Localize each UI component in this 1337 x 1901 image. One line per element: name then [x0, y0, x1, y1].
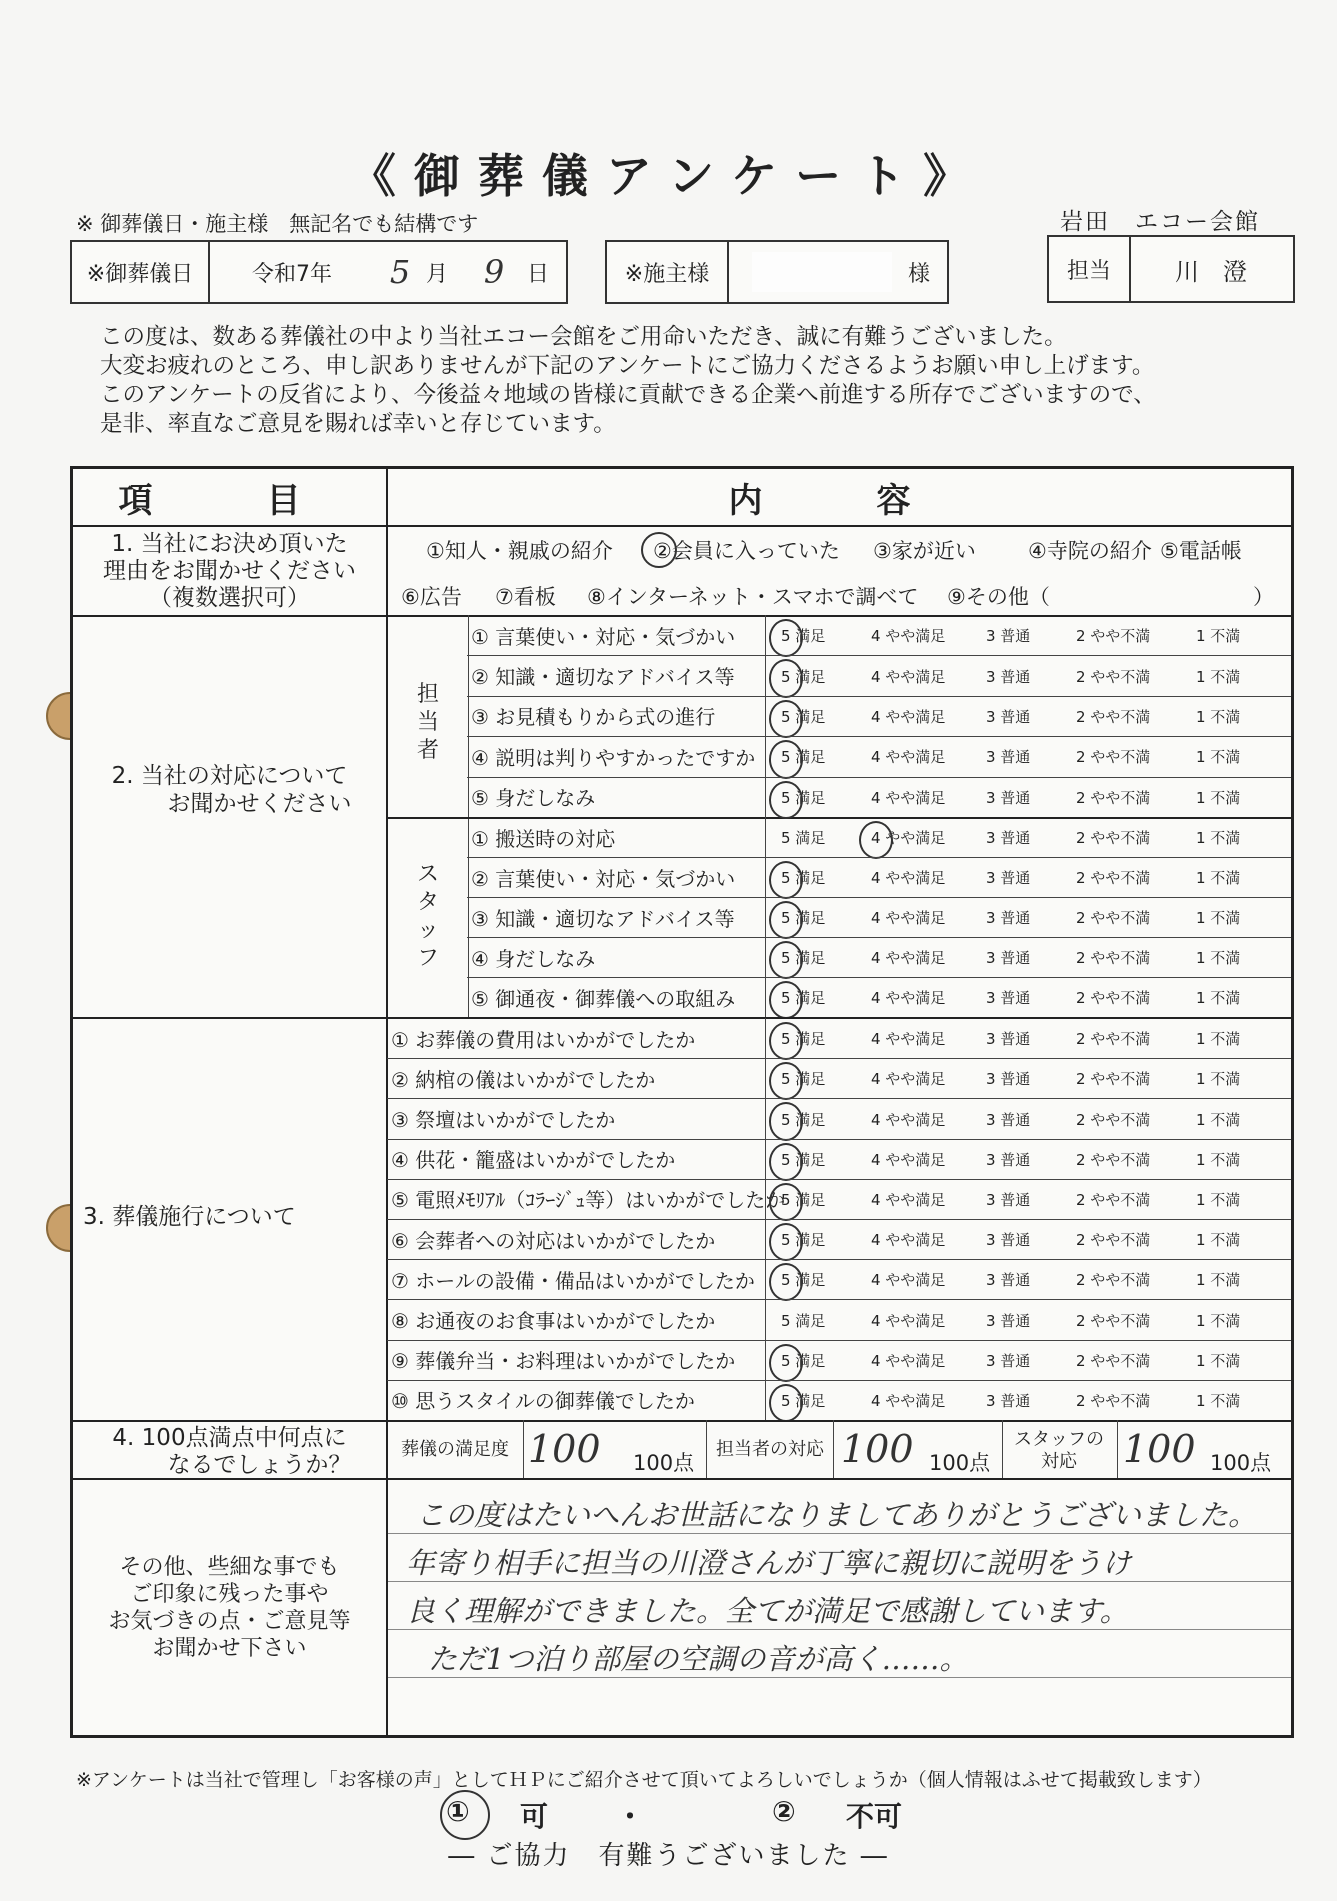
rating-selected-mark — [769, 1223, 803, 1261]
rating-selected-mark — [769, 781, 803, 819]
rating-option[interactable]: 3 普通 — [986, 1231, 1031, 1250]
rating-option[interactable]: 1 不満 — [1196, 869, 1241, 887]
rating-option[interactable]: 3 普通 — [986, 1311, 1031, 1330]
rating-option[interactable]: 3 普通 — [986, 909, 1031, 927]
rating-option[interactable]: 1 不満 — [1196, 1391, 1241, 1410]
rating-option[interactable]: 3 普通 — [986, 788, 1031, 807]
rating-option[interactable]: 1 不満 — [1196, 748, 1241, 767]
rating-question: ② 納棺の儀はいかがでしたか — [391, 1067, 656, 1092]
rating-row — [391, 1139, 1291, 1179]
rating-option[interactable]: 5 満足 — [781, 708, 826, 726]
rating-option[interactable]: 5 満足 — [781, 949, 826, 967]
q1-option[interactable]: ⑧インターネット・スマホで調べて — [587, 585, 919, 609]
q1-option[interactable]: ⑤電話帳 — [1160, 539, 1242, 563]
rating-option[interactable]: 4 やや満足 — [871, 869, 946, 887]
funeral-date-month[interactable]: 5 — [389, 253, 411, 291]
rating-option[interactable]: 4 やや満足 — [871, 1271, 946, 1290]
q1-option[interactable]: ⑦看板 — [495, 585, 556, 609]
comment-line-text: 年寄り相手に担当の川澄さんが丁寧に親切に説明をうけ — [406, 1546, 1132, 1580]
consent-opt2[interactable]: 不可 — [846, 1800, 903, 1833]
score-staff-den: 100点 — [1210, 1451, 1272, 1475]
q1-option[interactable]: ③家が近い — [873, 539, 976, 563]
rating-option[interactable]: 5 満足 — [781, 1150, 826, 1169]
rating-option[interactable]: 2 やや不満 — [1076, 748, 1151, 767]
host-suffix: 様 — [907, 261, 930, 287]
rating-option[interactable]: 4 やや満足 — [871, 829, 946, 847]
rating-option[interactable]: 5 満足 — [781, 1271, 826, 1290]
rating-option[interactable]: 2 やや不満 — [1076, 869, 1151, 887]
rating-option[interactable]: 3 普通 — [986, 1030, 1031, 1049]
rating-row — [391, 1259, 1291, 1299]
rating-selected-mark — [769, 1384, 803, 1422]
rating-question: ④ 供花・籠盛はいかがでしたか — [391, 1148, 676, 1173]
rating-option[interactable]: 4 やや満足 — [871, 748, 946, 767]
score-tantou-value[interactable]: 100 — [841, 1427, 914, 1471]
rating-option[interactable]: 3 普通 — [986, 869, 1031, 887]
rating-option[interactable]: 4 やや満足 — [871, 909, 946, 927]
score-staff-label: スタッフの 対応 — [1014, 1429, 1104, 1472]
rating-question: ⑧ お通夜のお食事はいかがでしたか — [391, 1308, 716, 1333]
rating-option[interactable]: 2 やや不満 — [1076, 989, 1151, 1007]
rating-question: ⑦ ホールの設備・備品はいかがでしたか — [391, 1268, 755, 1293]
rating-option[interactable]: 1 不満 — [1196, 909, 1241, 927]
rating-option[interactable]: 1 不満 — [1196, 949, 1241, 967]
q1-label: 1. 当社にお決め頂いた 理由をお聞かせください （複数選択可） — [103, 531, 356, 611]
rating-option[interactable]: 3 普通 — [986, 1150, 1031, 1169]
q2-group-tantou: 担当者 — [416, 682, 439, 763]
rating-selected-mark — [769, 700, 803, 738]
q1-option[interactable]: ①知人・親戚の紹介 — [426, 539, 613, 563]
rating-selected-mark — [769, 1102, 803, 1140]
header-items: 項 目 — [118, 480, 341, 521]
rating-option[interactable]: 1 不満 — [1196, 1110, 1241, 1129]
q1-option-close: ） — [1253, 585, 1274, 609]
intro-line: 大変お疲れのところ、申し訳ありませんが下記のアンケートにご協力くださるようお願い申し上げます。 — [100, 353, 1155, 379]
rating-option[interactable]: 2 やや不満 — [1076, 1030, 1151, 1049]
rating-option[interactable]: 4 やや満足 — [871, 1231, 946, 1250]
rating-option[interactable]: 2 やや不満 — [1076, 627, 1151, 646]
rating-option[interactable]: 5 満足 — [781, 788, 826, 807]
q1-option[interactable]: ⑥広告 — [401, 585, 462, 609]
rating-option[interactable]: 2 やや不満 — [1076, 829, 1151, 847]
rating-option[interactable]: 1 不満 — [1196, 1070, 1241, 1089]
rating-option[interactable]: 4 やや満足 — [871, 1110, 946, 1129]
page-title: 《御葬儀アンケート》 — [349, 149, 988, 203]
rating-option[interactable]: 4 やや満足 — [871, 1351, 946, 1370]
rating-question: ④ 身だしなみ — [471, 946, 596, 971]
rating-option[interactable]: 5 満足 — [781, 627, 826, 646]
rating-option[interactable]: 4 やや満足 — [871, 949, 946, 967]
host-label: ※施主様 — [607, 242, 729, 302]
rating-option[interactable]: 4 やや満足 — [871, 1070, 946, 1089]
rating-option[interactable]: 2 やや不満 — [1076, 1271, 1151, 1290]
rating-option[interactable]: 5 満足 — [781, 869, 826, 887]
rating-option[interactable]: 5 満足 — [781, 1311, 826, 1330]
rating-option[interactable]: 2 やや不満 — [1076, 667, 1151, 686]
comment-line-text: 良く理解ができました。全てが満足で感謝しています。 — [406, 1594, 1129, 1628]
q1-option[interactable]: ⑨その他（ — [947, 585, 1050, 609]
rating-option[interactable]: 2 やや不満 — [1076, 1070, 1151, 1089]
score-tantou-den: 100点 — [929, 1451, 991, 1475]
rating-selected-mark — [769, 1183, 803, 1221]
rating-question: ⑥ 会葬者への対応はいかがでしたか — [391, 1228, 716, 1253]
q4-label: 4. 100点満点中何点に なるでしょうか？ — [112, 1425, 352, 1478]
host-box — [605, 240, 949, 304]
rating-option[interactable]: 3 普通 — [986, 1110, 1031, 1129]
score-tantou-label: 担当者の対応 — [716, 1439, 824, 1460]
rating-question: ① 搬送時の対応 — [471, 826, 616, 851]
rating-option[interactable]: 5 満足 — [781, 667, 826, 686]
rating-option[interactable]: 4 やや満足 — [871, 989, 946, 1007]
funeral-date-label: ※御葬儀日 — [72, 242, 210, 302]
rating-option[interactable]: 1 不満 — [1196, 667, 1241, 686]
rating-option[interactable]: 4 やや満足 — [871, 627, 946, 646]
rating-option[interactable]: 2 やや不満 — [1076, 708, 1151, 726]
comments-area[interactable] — [388, 1481, 1291, 1735]
funeral-date-day[interactable]: 9 — [483, 253, 505, 291]
rating-question: ⑤ 御通夜・御葬儀への取組み — [471, 986, 736, 1011]
comments-label: その他、些細な事でも ご印象に残った事や お気づきの点・ご意見等 お聞かせ下さい — [108, 1555, 351, 1661]
footnote: ※アンケートは当社で管理し「お客様の声」としてＨＰにご紹介させて頂いてよろしいでしょうか（個人情報はふせて掲載致します） — [76, 1769, 1212, 1791]
rating-option[interactable]: 2 やや不満 — [1076, 1110, 1151, 1129]
q2-group-staff: スタッフ — [416, 862, 439, 971]
rating-row — [391, 1380, 1291, 1420]
rating-option[interactable]: 1 不満 — [1196, 1030, 1241, 1049]
q2-label: 2. 当社の対応について お聞かせください — [111, 763, 352, 817]
rating-question: ③ お見積もりから式の進行 — [471, 705, 716, 730]
rating-option[interactable]: 5 満足 — [781, 1030, 826, 1049]
rating-option[interactable]: 3 普通 — [986, 748, 1031, 767]
q3-label: 3. 葬儀施行について — [83, 1204, 296, 1230]
rating-selected-mark — [769, 981, 803, 1019]
score-staff-value[interactable]: 100 — [1123, 1427, 1196, 1471]
staff-label: 担当 — [1049, 237, 1131, 301]
rating-row — [391, 1340, 1291, 1380]
rating-option[interactable]: 3 普通 — [986, 708, 1031, 726]
rating-option[interactable]: 2 やや不満 — [1076, 1150, 1151, 1169]
rating-selected-mark — [769, 1143, 803, 1181]
rating-option[interactable]: 3 普通 — [986, 1351, 1031, 1370]
rating-question: ⑩ 思うスタイルの御葬儀でしたか — [391, 1389, 695, 1414]
rating-option[interactable]: 1 不満 — [1196, 1311, 1241, 1330]
rating-option[interactable]: 3 普通 — [986, 1271, 1031, 1290]
rating-selected-mark — [769, 941, 803, 979]
rating-option[interactable]: 5 満足 — [781, 1190, 826, 1209]
consent-opt1-num[interactable]: ① — [446, 1795, 470, 1828]
rating-row — [391, 1018, 1291, 1058]
rating-question: ② 言葉使い・対応・気づかい — [471, 866, 736, 891]
top-note: ※ 御葬儀日・施主様 無記名でも結構です — [76, 212, 479, 236]
consent-selected-mark — [440, 1790, 490, 1840]
rating-option[interactable]: 5 満足 — [781, 1070, 826, 1089]
rating-option[interactable]: 1 不満 — [1196, 788, 1241, 807]
rating-option[interactable]: 5 満足 — [781, 989, 826, 1007]
rating-option[interactable]: 2 やや不満 — [1076, 1190, 1151, 1209]
rating-selected-mark — [769, 619, 803, 657]
rating-option[interactable]: 2 やや不満 — [1076, 949, 1151, 967]
survey-table — [70, 466, 1294, 1738]
rating-option[interactable]: 4 やや満足 — [871, 1190, 946, 1209]
rating-selected-mark — [859, 821, 893, 859]
rating-option[interactable]: 1 不満 — [1196, 1190, 1241, 1209]
rating-option[interactable]: 5 満足 — [781, 1351, 826, 1370]
rating-option[interactable]: 1 不満 — [1196, 989, 1241, 1007]
staff-box — [1047, 235, 1295, 303]
rating-option[interactable]: 3 普通 — [986, 949, 1031, 967]
comment-line-text: この度はたいへんお世話になりましてありがとうございました。 — [416, 1498, 1258, 1532]
rating-question: ⑨ 葬儀弁当・お料理はいかがでしたか — [391, 1349, 736, 1374]
comment-line-text: ただ1つ泊り部屋の空調の音が高く……。 — [428, 1642, 969, 1676]
rating-row — [391, 1058, 1291, 1098]
company-name: 岩田 エコー会館 — [1060, 209, 1260, 235]
consent-opt2-num[interactable]: ② — [772, 1795, 796, 1828]
q1-option[interactable]: ④寺院の紹介 — [1028, 539, 1152, 563]
rating-option[interactable]: 2 やや不満 — [1076, 1391, 1151, 1410]
rating-selected-mark — [769, 659, 803, 697]
rating-option[interactable]: 3 普通 — [986, 1391, 1031, 1410]
rating-option[interactable]: 5 満足 — [781, 909, 826, 927]
q1-selected-mark — [641, 532, 677, 568]
rating-question: ③ 知識・適切なアドバイス等 — [471, 906, 735, 931]
rating-question: ② 知識・適切なアドバイス等 — [471, 665, 735, 690]
rating-option[interactable]: 1 不満 — [1196, 708, 1241, 726]
rating-option[interactable]: 4 やや満足 — [871, 788, 946, 807]
rating-row — [391, 1098, 1291, 1138]
score-funeral-label: 葬儀の満足度 — [401, 1439, 509, 1460]
rating-option[interactable]: 4 やや満足 — [871, 708, 946, 726]
rating-option[interactable]: 2 やや不満 — [1076, 1231, 1151, 1250]
rating-option[interactable]: 1 不満 — [1196, 1231, 1241, 1250]
rating-option[interactable]: 2 やや不満 — [1076, 788, 1151, 807]
funeral-date-month-unit: 月 — [425, 261, 448, 287]
rating-option[interactable]: 3 普通 — [986, 989, 1031, 1007]
rating-option[interactable]: 5 満足 — [781, 748, 826, 767]
rating-option[interactable]: 2 やや不満 — [1076, 1311, 1151, 1330]
rating-question: ④ 説明は判りやすかったですか — [471, 745, 756, 770]
rating-selected-mark — [769, 740, 803, 778]
rating-option[interactable]: 1 不満 — [1196, 1351, 1241, 1370]
rating-question: ① 言葉使い・対応・気づかい — [471, 624, 736, 649]
rating-row — [391, 1219, 1291, 1259]
rating-option[interactable]: 5 満足 — [781, 1391, 826, 1410]
rating-option[interactable]: 3 普通 — [986, 1190, 1031, 1209]
q1-option[interactable]: ②会員に入っていた — [653, 539, 840, 563]
rating-option[interactable]: 1 不満 — [1196, 1271, 1241, 1290]
rating-option[interactable]: 2 やや不満 — [1076, 1351, 1151, 1370]
rating-selected-mark — [769, 901, 803, 939]
score-funeral-den: 100点 — [633, 1451, 695, 1475]
rating-question: ⑤ 電照ﾒﾓﾘｱﾙ（ｺﾗｰｼﾞｭ等）はいかがでしたか — [391, 1188, 786, 1213]
rating-row — [391, 1299, 1291, 1339]
thanks-message: ― ご協力 有難うございました ― — [448, 1841, 889, 1871]
rating-option[interactable]: 1 不満 — [1196, 627, 1241, 646]
rating-selected-mark — [769, 1344, 803, 1382]
rating-row — [391, 1179, 1291, 1219]
intro-line: 是非、率直なご意見を賜れば幸いと存じています。 — [100, 411, 616, 437]
rating-question: ⑤ 身だしなみ — [471, 786, 596, 811]
rating-option[interactable]: 1 不満 — [1196, 829, 1241, 847]
rating-option[interactable]: 4 やや満足 — [871, 1311, 946, 1330]
rating-option[interactable]: 4 やや満足 — [871, 1030, 946, 1049]
funeral-date-box — [70, 240, 568, 304]
funeral-date-era: 令和7年 — [252, 261, 332, 287]
rating-option[interactable]: 4 やや満足 — [871, 1391, 946, 1410]
score-funeral-value[interactable]: 100 — [528, 1427, 601, 1471]
rating-question: ③ 祭壇はいかがでしたか — [391, 1107, 616, 1132]
header-content: 内 容 — [728, 480, 951, 521]
rating-option[interactable]: 3 普通 — [986, 1070, 1031, 1089]
host-name-redacted[interactable] — [747, 242, 897, 302]
consent-opt1[interactable]: 可 — [520, 1800, 549, 1833]
intro-paragraph — [100, 323, 1300, 439]
rating-selected-mark — [769, 1022, 803, 1060]
rating-selected-mark — [769, 861, 803, 899]
consent-dot: ・ — [616, 1800, 645, 1833]
rating-option[interactable]: 3 普通 — [986, 829, 1031, 847]
rating-question: ① お葬儀の費用はいかがでしたか — [391, 1027, 696, 1052]
rating-option[interactable]: 3 普通 — [986, 627, 1031, 646]
intro-line: この度は、数ある葬儀社の中より当社エコー会館をご用命いただき、誠に有難うございました。 — [100, 324, 1067, 350]
rating-option[interactable]: 2 やや不満 — [1076, 909, 1151, 927]
rating-option[interactable]: 4 やや満足 — [871, 1150, 946, 1169]
staff-name: 川 澄 — [1175, 257, 1247, 286]
rating-option[interactable]: 4 やや満足 — [871, 667, 946, 686]
rating-option[interactable]: 1 不満 — [1196, 1150, 1241, 1169]
rating-option[interactable]: 5 満足 — [781, 1110, 826, 1129]
rating-option[interactable]: 5 満足 — [781, 829, 826, 847]
rating-option[interactable]: 3 普通 — [986, 667, 1031, 686]
funeral-date-day-unit: 日 — [526, 261, 549, 287]
rating-option[interactable]: 5 満足 — [781, 1231, 826, 1250]
intro-line: このアンケートの反省により、今後益々地域の皆様に貢献できる企業へ前進する所存でございますので、 — [100, 382, 1156, 408]
